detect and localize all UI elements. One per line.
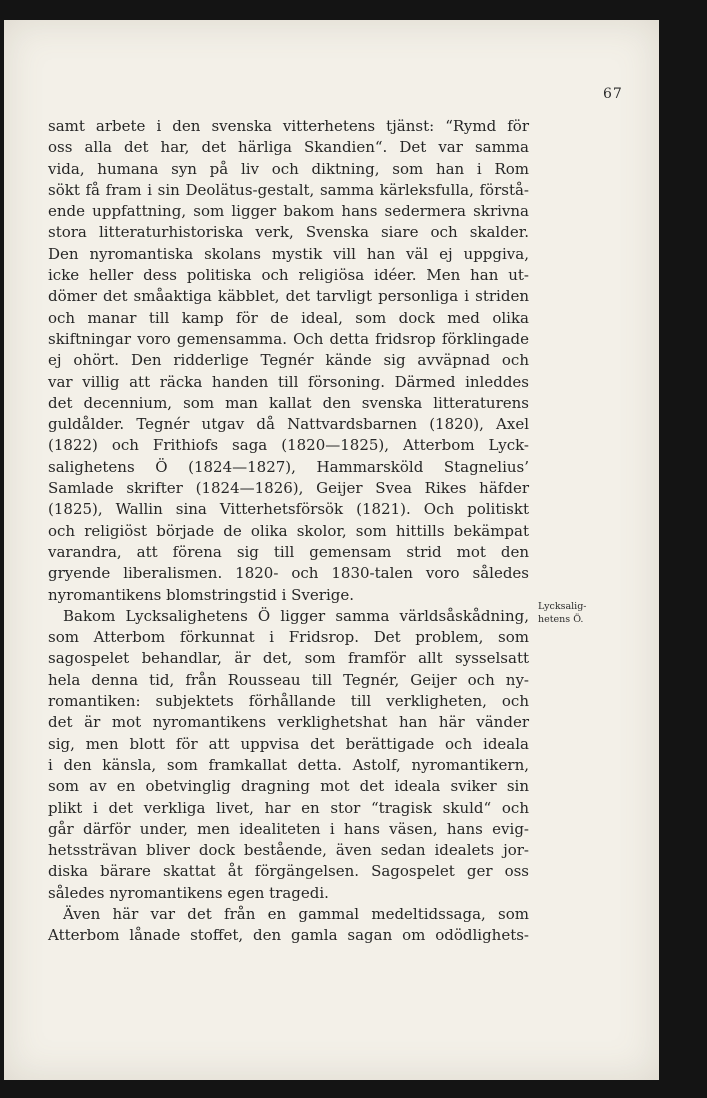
text-line: Bakom Lycksalighetens Ö ligger samma världsåskådning, [63,606,529,625]
text-line: dömer det småaktiga käbblet, det tarvligt personliga i striden [48,287,529,306]
margin-note-line: Lycksalig- [538,601,587,612]
text-line: ende uppfattning, som ligger bakom hans sedermera skrivna [48,202,529,221]
text-line: (1822) och Frithiofs saga (1820—1825), Atterbom Lyck- [48,436,529,455]
text-line: sagospelet behandlar, är det, som framför allt sysselsatt [48,649,529,668]
text-line: ej ohört. Den ridderlige Tegnér kände sig avväpnad och [48,351,529,370]
page-number: 67 [603,86,623,102]
text-line: gryende liberalismen. 1820- och 1830-talen voro således [48,564,529,583]
text-line: och religiöst började de olika skolor, som hittills bekämpat [48,521,529,540]
text-line: stora litteraturhistoriska verk, Svenska siare och skalder. [48,223,529,242]
text-line: i den känsla, som framkallat detta. Astolf, nyromantikern, [48,755,529,774]
text-line: sökt få fram i sin Deolätus-gestalt, samma kärleksfulla, förstå- [48,180,529,199]
text-line: Samlade skrifter (1824—1826), Geijer Svea Rikes häfder [48,479,529,498]
text-line: guldålder. Tegnér utgav då Nattvardsbarnen (1820), Axel [48,415,529,434]
text-line: Den nyromantiska skolans mystik vill han väl ej uppgiva, [48,244,529,263]
text-line: oss alla det har, det härliga Skandien“. Det var samma [48,138,529,157]
text-line: vida, humana syn på liv och diktning, som han i Rom [48,159,529,178]
text-line: således nyromantikens egen tragedi. [48,883,329,902]
text-line: Atterbom lånade stoffet, den gamla sagan om odödlighets- [48,926,529,945]
text-line: romantiken: subjektets förhållande till verkligheten, och [48,692,529,711]
margin-note-line: hetens Ö. [538,614,584,625]
text-line: hetssträvan bliver dock bestående, även sedan idealets jor- [48,841,529,860]
text-line: nyromantikens blomstringstid i Sverige. [48,585,354,604]
text-line: sig, men blott för att uppvisa det berättigade och ideala [48,734,529,753]
margin-note [538,600,604,626]
text-line: (1825), Wallin sina Vitterhetsförsök (1821). Och politiskt [48,500,529,519]
text-line: det decennium, som man kallat den svenska litteraturens [48,393,529,412]
text-line: icke heller dess politiska och religiösa idéer. Men han ut- [48,266,529,285]
text-line: och manar till kamp för de ideal, som dock med olika [48,308,529,327]
text-line: som av en obetvinglig dragning mot det ideala sviker sin [48,777,529,796]
text-line: det är mot nyromantikens verklighetshat han här vänder [48,713,529,732]
text-line: varandra, att förena sig till gemensam strid mot den [48,542,529,561]
body-text [48,116,529,947]
text-line: som Atterbom förkunnat i Fridsrop. Det problem, som [48,628,529,647]
text-line: plikt i det verkliga livet, har en stor “tragisk skuld“ och [48,798,529,817]
text-line: var villig att räcka handen till försoning. Därmed inleddes [48,372,529,391]
text-line: Även här var det från en gammal medeltidssaga, som [63,904,529,923]
text-line: samt arbete i den svenska vitterhetens tjänst: “Rymd för [48,117,529,135]
text-line: salighetens Ö (1824—1827), Hammarsköld Stagnelius’ [48,457,529,476]
text-line: diska bärare skattat åt förgängelsen. Sagospelet ger oss [48,862,529,881]
text-line: går därför under, men idealiteten i hans väsen, hans evig- [48,819,529,838]
text-line: hela denna tid, från Rousseau till Tegnér, Geijer och ny- [48,670,529,689]
text-line: skiftningar voro gemensamma. Och detta fridsrop förklingade [48,329,529,348]
